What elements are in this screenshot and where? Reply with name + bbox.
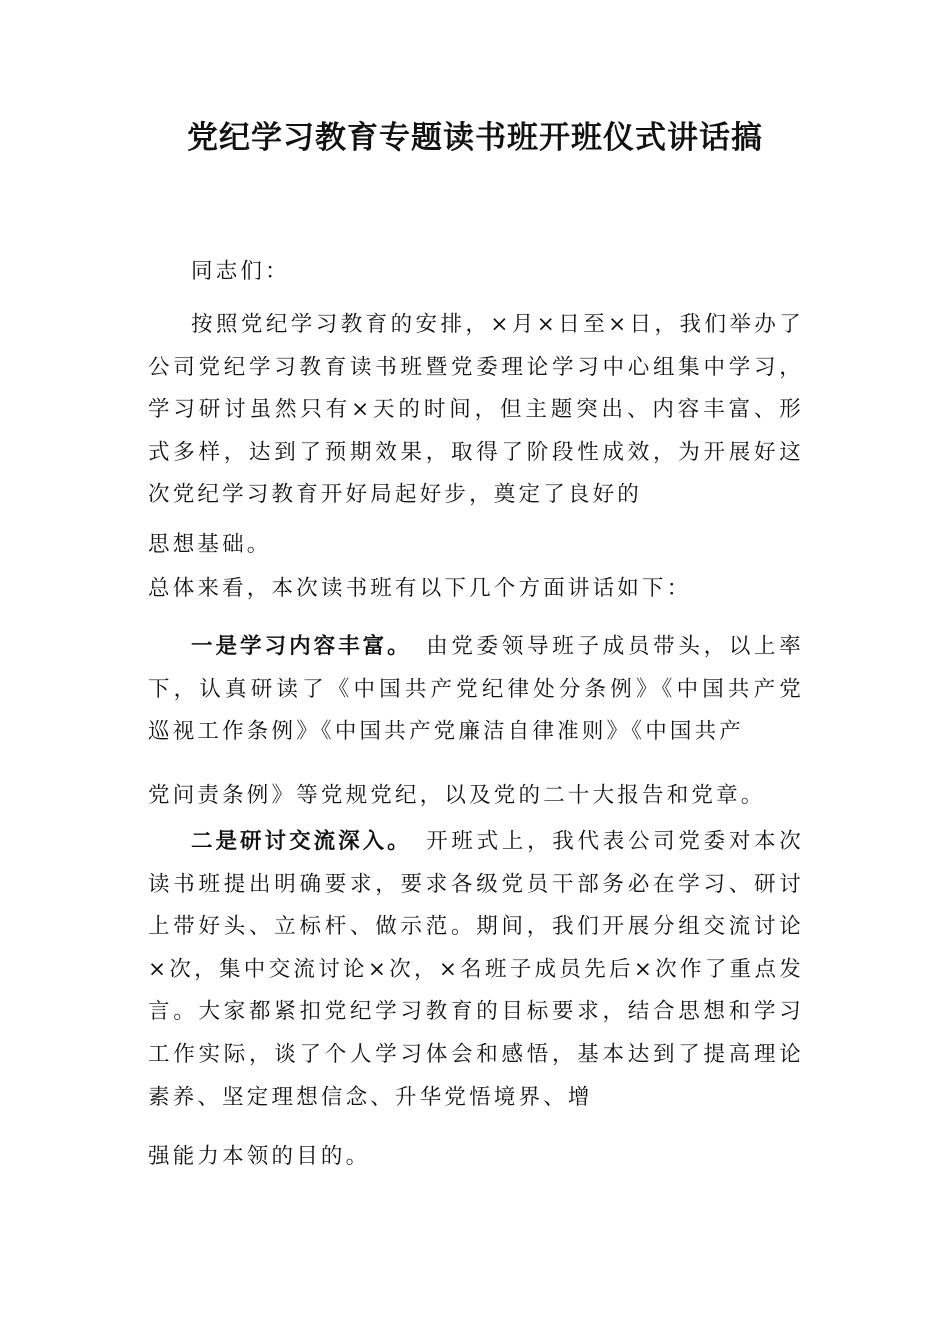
section-1-paragraph xyxy=(148,626,804,754)
section-2-paragraph xyxy=(148,821,804,1119)
paragraph-1: 按照党纪学习教育的安排，×月×日至×日，我们举办了公司党纪学习教育读书班暨党委理论学习中心组集中学习，学习研讨虽然只有×天的时间，但主题突出、内容丰富、形式多样，达到了预期效果，取得了阶段性成效，为开展好这次党纪学习教育开好局起好步，奠定了良好的 xyxy=(148,312,804,508)
paragraph-1-tail: 思想基础。 xyxy=(148,532,272,557)
section-2-tail: 强能力本领的目的。 xyxy=(148,1144,371,1169)
section-1-tail: 党问责条例》等党规党纪，以及党的二十大报告和党章。 xyxy=(148,783,766,808)
section-1-text: 由党委领导班子成员带头，以上率下，认真研读了《中国共产党纪律处分条例》《中国共产党巡视工作条例》《中国共产党廉洁自律准则》《中国共产 xyxy=(148,634,804,745)
document-title: 党纪学习教育专题读书班开班仪式讲话搞 xyxy=(187,120,763,156)
section-1-lead: 一是学习内容丰富。 xyxy=(191,634,412,659)
section-2-text: 开班式上，我代表公司党委对本次读书班提出明确要求，要求各级党员干部务必在学习、研讨上带好头、立标杆、做示范。期间，我们开展分组交流讨论×次，集中交流讨论×次，×名班子成员先后×次作了重点发言。大家都紧扣党纪学习教育的目标要求，结合思想和学习工作实际，谈了个人学习体会和感悟，基本达到了提高理论素养、坚定理想信念、升华党悟境界、增 xyxy=(148,829,804,1110)
section-2-lead: 二是研讨交流深入。 xyxy=(191,829,412,854)
summary-line: 总体来看，本次读书班有以下几个方面讲话如下： xyxy=(148,576,692,601)
greeting: 同志们： xyxy=(191,259,290,284)
